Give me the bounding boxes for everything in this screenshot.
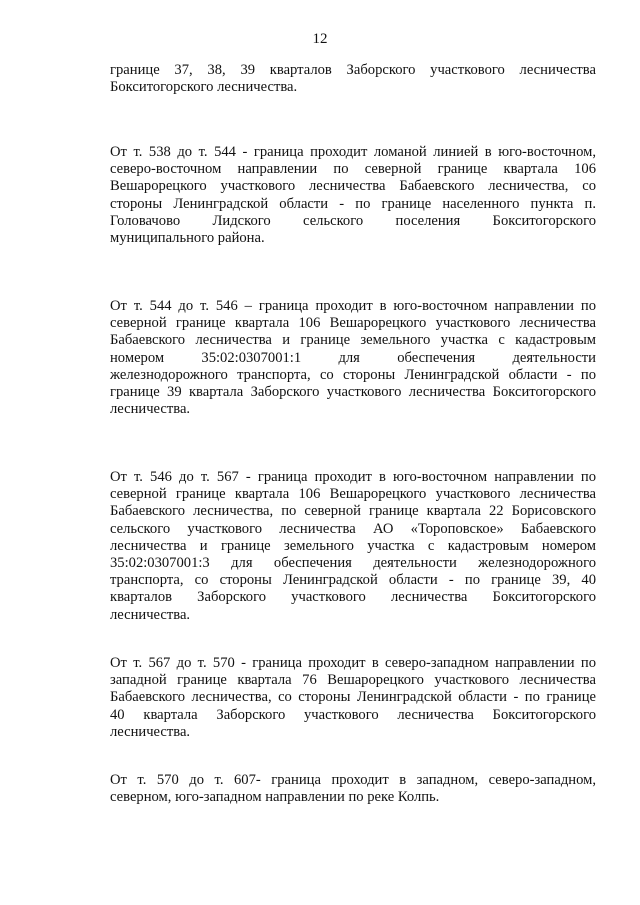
text-line: сельского участкового лесничества АО «Тороповское» Бабаевского bbox=[110, 520, 596, 537]
text-line: западной границе квартала 76 Вешарорецкого участкового лесничества bbox=[110, 672, 596, 689]
paragraph-570-607 bbox=[110, 772, 596, 806]
text-line: Бабаевского лесничества и границе земельного участка с кадастровым bbox=[110, 332, 596, 349]
text-line: 40 квартала Заборского участкового лесничества Бокситогорского bbox=[110, 706, 596, 723]
paragraph-544-546 bbox=[110, 298, 596, 418]
text-line: северной границе квартала 106 Вешарорецкого участкового лесничества bbox=[110, 315, 596, 332]
text-line: лесничества. bbox=[110, 606, 191, 623]
text-line: Вешарорецкого участкового лесничества Бабаевского лесничества, со bbox=[110, 178, 596, 195]
text-line: От т. 567 до т. 570 - граница проходит в северо-западном направлении по bbox=[110, 655, 596, 671]
paragraph-boundary-37-39 bbox=[110, 62, 596, 96]
text-line: северной границе квартала 106 Вешарорецкого участкового лесничества bbox=[110, 486, 596, 503]
text-line: лесничества. bbox=[110, 401, 191, 418]
paragraph-538-544 bbox=[110, 144, 596, 247]
paragraph-567-570 bbox=[110, 655, 596, 741]
text-line: От т. 546 до т. 567 - граница проходит в юго-восточном направлении по bbox=[110, 469, 596, 485]
text-line: номером 35:02:0307001:1 для обеспечения деятельности bbox=[110, 349, 596, 366]
text-line: Бабаевского лесничества, со стороны Ленинградской области - по границе bbox=[110, 689, 596, 706]
text-line: лесничества. bbox=[110, 723, 191, 740]
text-line: стороны Ленинградской области - по границе населенного пункта п. bbox=[110, 195, 596, 212]
text-line: северном, юго-западном направлении по реке Колпь. bbox=[110, 789, 440, 806]
text-line: границе 39 квартала Заборского участкового лесничества Бокситогорского bbox=[110, 384, 596, 401]
text-line: муниципального района. bbox=[110, 230, 265, 247]
text-line: транспорта, со стороны Ленинградской области - по границе 39, 40 bbox=[110, 572, 596, 589]
text-line: кварталов Заборского участкового лесничества Бокситогорского bbox=[110, 589, 596, 606]
paragraph-546-567 bbox=[110, 469, 596, 624]
text-line: Головачово Лидского сельского поселения Бокситогорского bbox=[110, 212, 596, 229]
text-line: границе 37, 38, 39 кварталов Заборского участкового лесничества bbox=[110, 62, 596, 78]
text-line: лесничества и границе земельного участка с кадастровым номером bbox=[110, 537, 596, 554]
text-line: 35:02:0307001:3 для обеспечения деятельности железнодорожного bbox=[110, 555, 596, 572]
text-line: северо-восточном направлении по северной границе квартала 106 bbox=[110, 161, 596, 178]
text-line: железнодорожного транспорта, со стороны Ленинградской области - по bbox=[110, 366, 596, 383]
text-line: От т. 544 до т. 546 – граница проходит в юго-восточном направлении по bbox=[110, 298, 596, 314]
text-line: От т. 538 до т. 544 - граница проходит ломаной линией в юго-восточном, bbox=[110, 144, 596, 160]
text-line: Бабаевского лесничества, по северной границе квартала 22 Борисовского bbox=[110, 503, 596, 520]
page-number: 12 bbox=[312, 31, 328, 47]
text-line: Бокситогорского лесничества. bbox=[110, 79, 298, 96]
text-line: От т. 570 до т. 607- граница проходит в западном, северо-западном, bbox=[110, 772, 596, 788]
